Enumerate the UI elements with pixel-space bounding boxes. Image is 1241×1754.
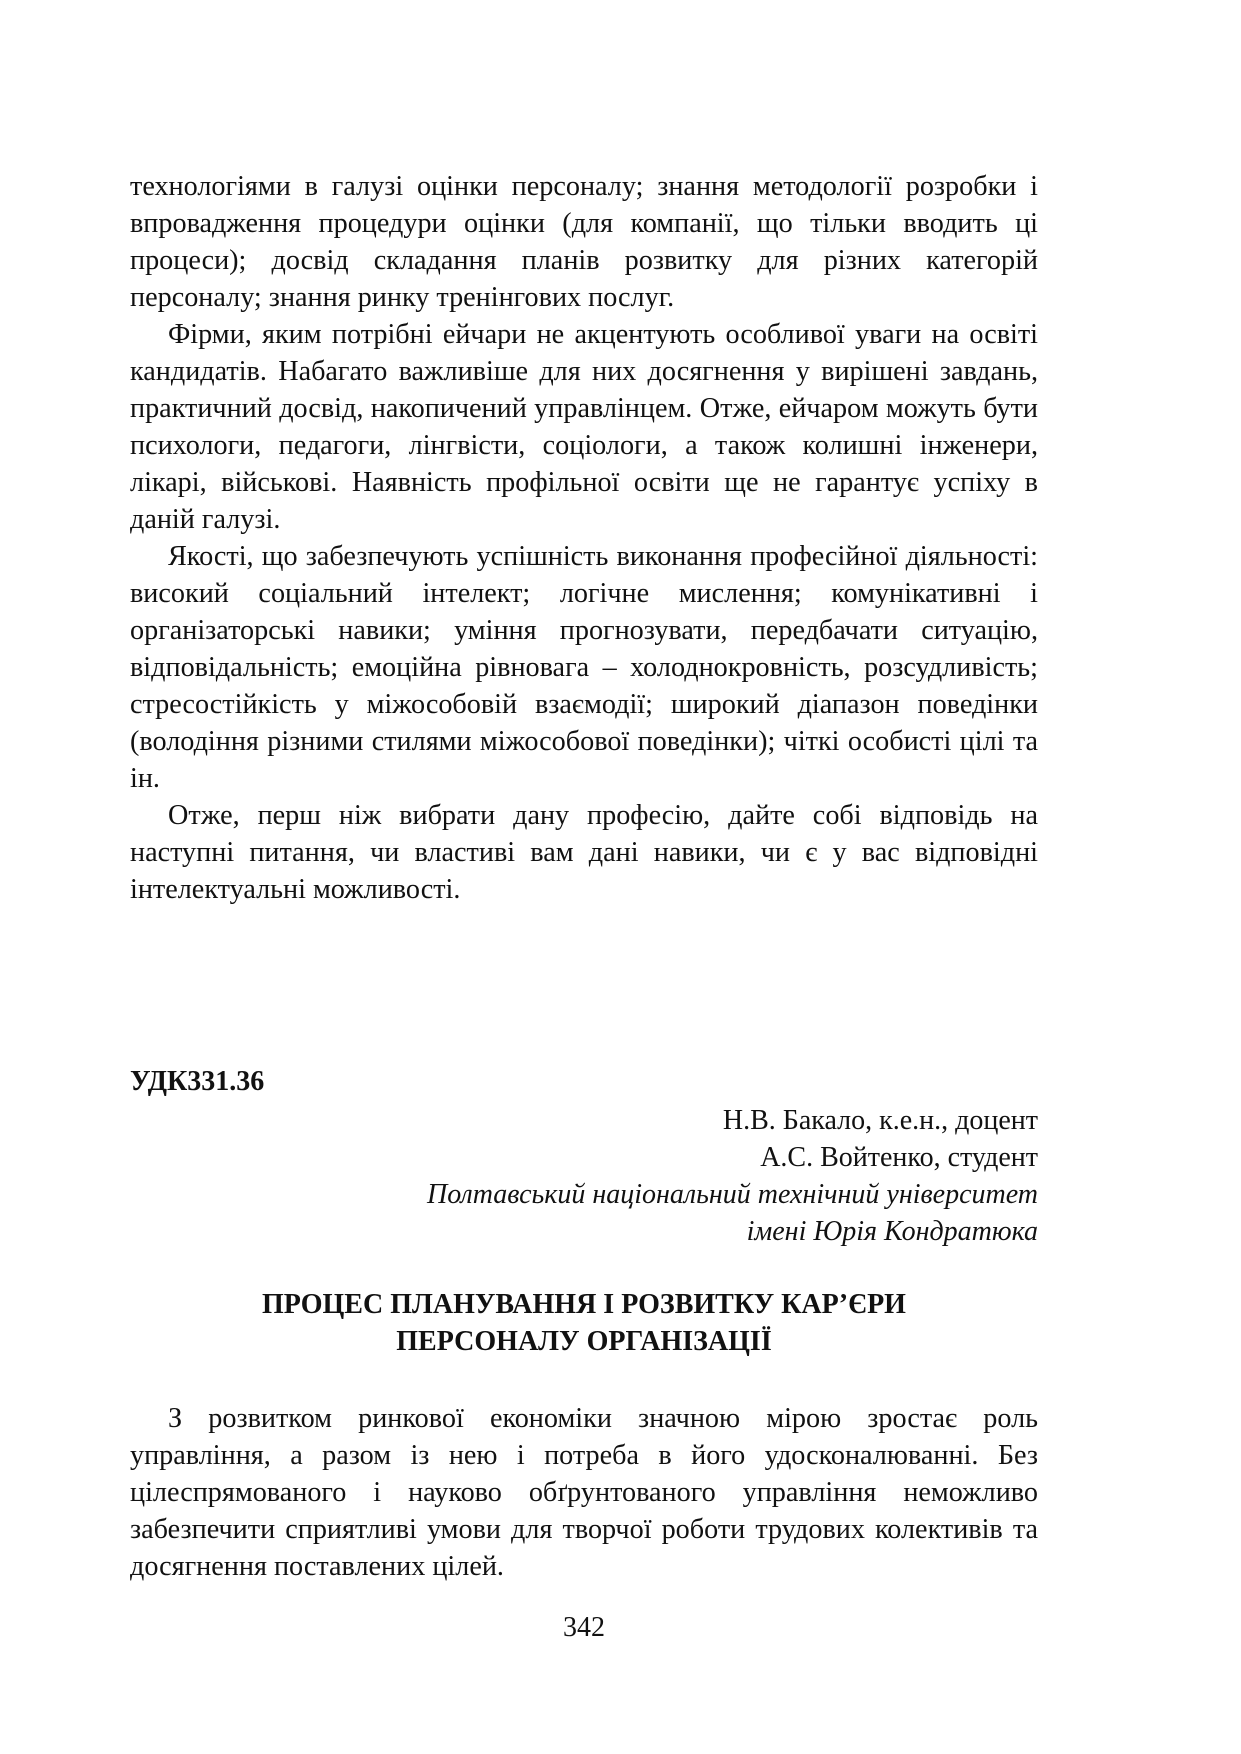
authors-block [130, 1102, 1038, 1250]
affiliation-line-1: Полтавський національний технічний університет [427, 1179, 1038, 1210]
author-2: А.С. Войтенко, студент [760, 1142, 1038, 1173]
previous-article-text [130, 168, 1038, 908]
affiliation-line-2: імені Юрія Кондратюка [746, 1216, 1038, 1247]
author-1: Н.В. Бакало, к.е.н., доцент [722, 1105, 1038, 1136]
paragraph-conclusion: Отже, перш ніж вибрати дану професію, дайте собі відповідь на наступні питання, чи властиві вам дані навики, чи є у вас відповідні інтелектуальні можливості. [130, 800, 1038, 905]
page-number: 342 [563, 1612, 605, 1643]
article-title-line-2: ПЕРСОНАЛУ ОРГАНІЗАЦІЇ [396, 1326, 772, 1357]
paragraph-qualities: Якості, що забезпечують успішність виконання професійної діяльності: високий соціальний інтелект; логічне мислення; комунікативні і організаторські навики; уміння прогнозувати, передбачати ситуацію, відповідальність; емоційна рівновага – холоднокровність, розсудливість; стресостійкість у міжособовій взаємодії; широкий діапазон поведінки (володіння різними стилями міжособової поведінки); чіткі особисті цілі та ін. [130, 541, 1038, 794]
article-paragraph-1: З розвитком ринкової економіки значною мірою зростає роль управління, а разом із нею і потреба в його удосконалюванні. Без цілеспрямованого і науково обґрунтованого управління неможливо забезпечити сприятливі умови для творчої роботи трудових колективів та досягнення поставлених цілей. [130, 1403, 1038, 1582]
article-body [130, 1400, 1038, 1585]
udk-code: УДК331.36 [130, 1066, 265, 1097]
paragraph-continuation: технологіями в галузі оцінки персоналу; знання методології розробки і впровадження процедури оцінки (для компанії, що тільки вводить ці процеси); досвід складання планів розвитку для різних категорій персоналу; знання ринку тренінгових послуг. [130, 171, 1038, 313]
paragraph-firms: Фірми, яким потрібні ейчари не акцентують особливої уваги на освіті кандидатів. Набагато важливіше для них досягнення у вирішені завдань, практичний досвід, накопичений управлінцем. Отже, ейчаром можуть бути психологи, педагоги, лінгвісти, соціологи, а також колишні інженери, лікарі, військові. Наявність профільної освіти ще не гарантує успіху в даній галузі. [130, 319, 1038, 535]
article-title-line-1: ПРОЦЕС ПЛАНУВАННЯ І РОЗВИТКУ КАР’ЄРИ [262, 1289, 906, 1320]
article-title [130, 1286, 1038, 1360]
